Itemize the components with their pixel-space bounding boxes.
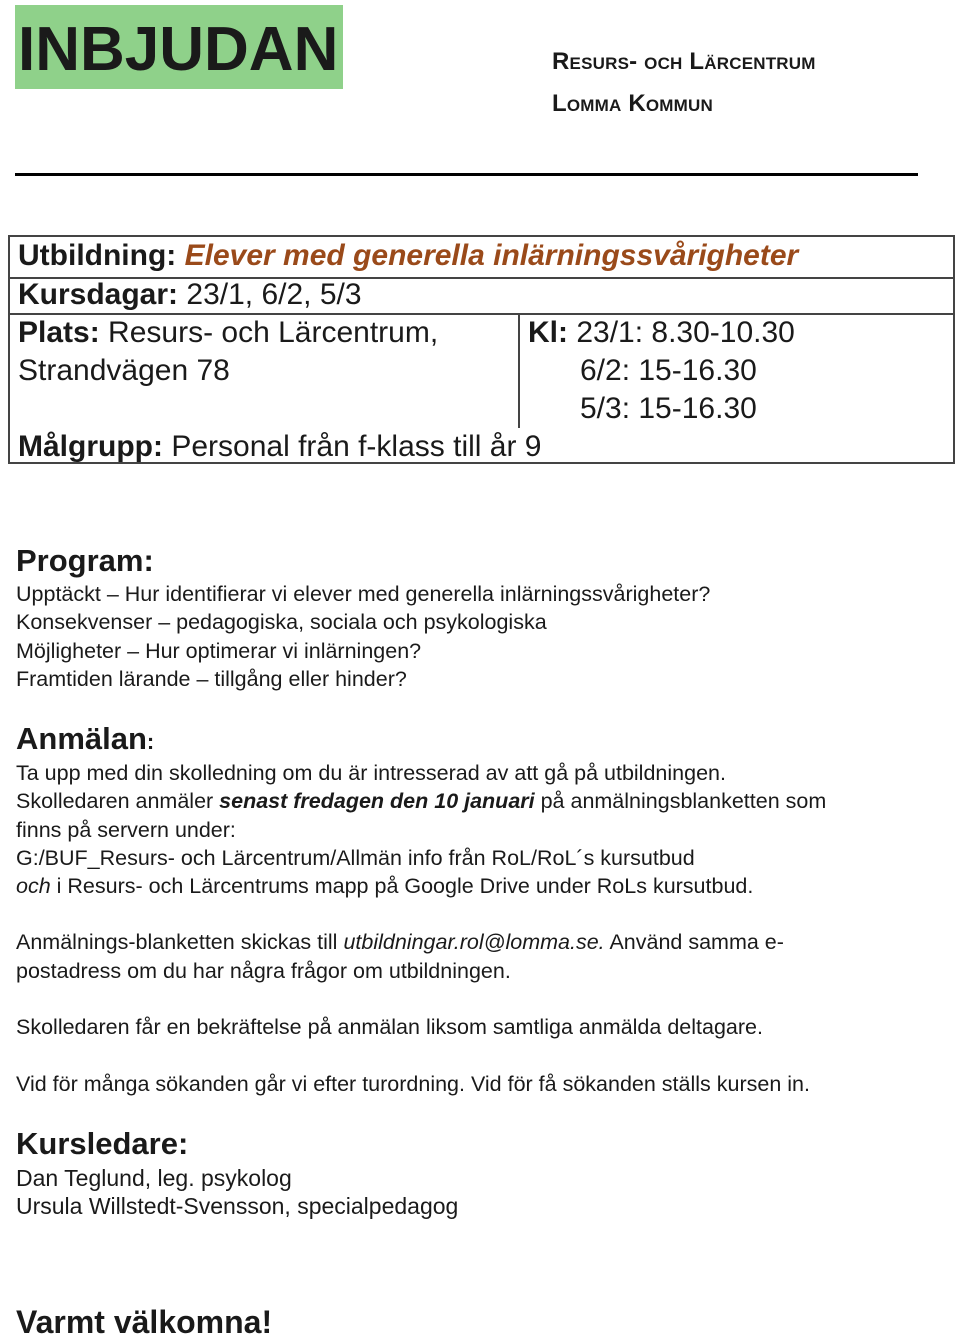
email-instructions (16, 928, 784, 957)
utbildning-label: Utbildning: (18, 239, 177, 272)
anmalan-text: Skolledaren får en bekräftelse på anmälan liksom samtliga anmälda deltagare. (16, 1015, 763, 1039)
email-post: Använd samma e- (604, 930, 784, 954)
deadline-post: på anmälningsblanketten som (534, 789, 827, 813)
email-address[interactable]: utbildningar.rol@lomma.se. (343, 930, 605, 954)
anmalan-deadline (16, 787, 826, 816)
kursdagar-value: 23/1, 6/2, 5/3 (186, 278, 362, 311)
drive-location (16, 872, 753, 901)
anmalan-heading (16, 720, 154, 761)
drive-och: och (16, 874, 51, 898)
kl-time: 23/1: 8.30-10.30 (576, 316, 795, 349)
malgrupp-label: Målgrupp: (18, 430, 163, 463)
anmalan-text: Ta upp med din skolledning om du är intresserad av att gå på utbildningen. (16, 761, 726, 785)
course-info-table (8, 235, 955, 464)
course-leader: Ursula Willstedt-Svensson, specialpedagog (16, 1193, 459, 1219)
program-heading: Program: (16, 543, 154, 578)
malgrupp-row (18, 429, 541, 465)
table-divider (518, 313, 520, 428)
malgrupp-value: Personal från f-klass till år 9 (171, 430, 542, 463)
anmalan-heading-colon: : (146, 729, 155, 754)
anmalan-heading-text: Anmälan (16, 721, 147, 756)
anmalan-text: postadress om du har några frågor om utbildningen. (16, 959, 511, 983)
plats-label: Plats: (18, 316, 100, 349)
email-pre: Anmälnings-blanketten skickas till (16, 930, 344, 954)
kursdagar-label: Kursdagar: (18, 278, 179, 311)
plats-address: Strandvägen 78 (18, 354, 230, 387)
kl-time: 5/3: 15-16.30 (580, 392, 757, 425)
deadline-pre: Skolledaren anmäler (16, 789, 220, 813)
welcome-text: Varmt välkomna! (16, 1304, 273, 1340)
drive-rest: i Resurs- och Lärcentrums mapp på Google Drive under RoLs kursutbud. (50, 874, 754, 898)
header-divider (15, 173, 918, 176)
plats-value: Resurs- och Lärcentrum, (108, 316, 439, 349)
course-leader: Dan Teglund, leg. psykolog (16, 1165, 292, 1191)
server-path: G:/BUF_Resurs- och Lärcentrum/Allmän info från RoL/RoL´s kursutbud (16, 846, 695, 870)
anmalan-text: Vid för många sökanden går vi efter turordning. Vid för få sökanden ställs kursen in. (16, 1072, 810, 1096)
org-name: Resurs- och Lärcentrum (552, 48, 816, 75)
program-item: Upptäckt – Hur identifierar vi elever med generella inlärningssvårigheter? (16, 582, 711, 606)
utbildning-row (18, 238, 798, 274)
kl-row (528, 315, 795, 351)
kursledare-heading: Kursledare: (16, 1126, 189, 1161)
kl-time: 6/2: 15-16.30 (580, 354, 757, 387)
program-item: Möjligheter – Hur optimerar vi inlärningen? (16, 639, 422, 663)
page-title: INBJUDAN (18, 15, 339, 84)
anmalan-text: finns på servern under: (16, 818, 236, 842)
kursdagar-row (18, 277, 362, 313)
deadline-date: senast fredagen den 10 januari (219, 789, 535, 813)
kl-label: Kl: (528, 316, 568, 349)
plats-row (18, 315, 438, 351)
utbildning-value: Elever med generella inlärningssvårigheter (184, 239, 799, 272)
program-item: Framtiden lärande – tillgång eller hinder? (16, 667, 407, 691)
municipality-name: Lomma Kommun (552, 90, 713, 117)
program-item: Konsekvenser – pedagogiska, sociala och psykologiska (16, 610, 547, 634)
